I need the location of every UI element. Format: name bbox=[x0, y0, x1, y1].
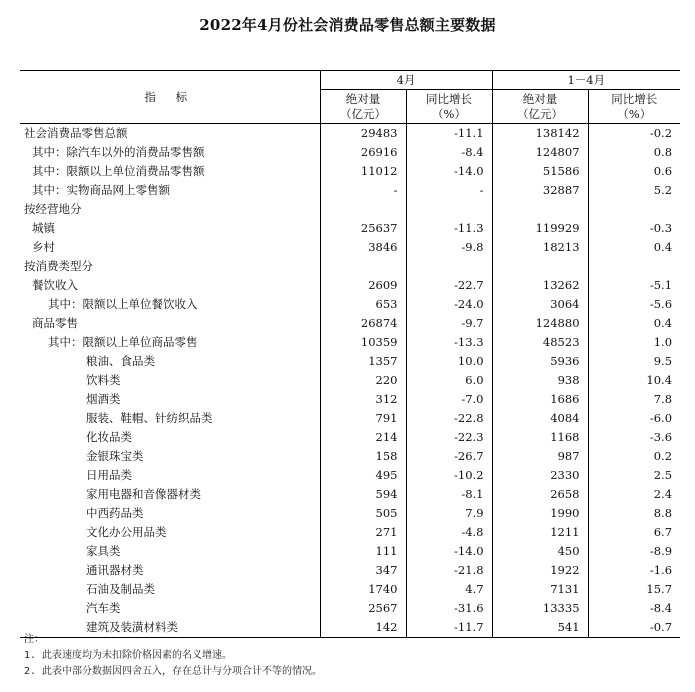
cell-ytd-amount: 7131 bbox=[492, 580, 588, 599]
table-row bbox=[20, 257, 680, 276]
cell-ytd-yoy: 0.2 bbox=[653, 449, 673, 463]
row-label: 中西药品类 bbox=[20, 504, 320, 523]
cell-ytd-amount: 18213 bbox=[492, 238, 588, 257]
cell-april-amount: 495 bbox=[320, 466, 406, 485]
cell-april-yoy: -26.7 bbox=[406, 447, 492, 466]
row-label: 城镇 bbox=[20, 219, 320, 238]
notes-heading: 注： bbox=[24, 634, 44, 645]
cell-april-yoy: -13.3 bbox=[406, 333, 492, 352]
cell-ytd-yoy: 6.7 bbox=[653, 525, 673, 539]
cell-april-amount: - bbox=[320, 181, 406, 200]
cell-ytd-yoy: -5.1 bbox=[649, 278, 673, 292]
cell-april-yoy: -11.1 bbox=[406, 124, 492, 143]
cell-ytd-amount: 1211 bbox=[492, 523, 588, 542]
row-label: 其中：限额以上单位商品零售 bbox=[20, 333, 320, 352]
table-row bbox=[20, 504, 680, 523]
cell-april-amount: 214 bbox=[320, 428, 406, 447]
note-1: 1. 此表速度均为未扣除价格因素的名义增速。 bbox=[24, 650, 233, 661]
cell-april-yoy: -10.2 bbox=[406, 466, 492, 485]
row-label: 通讯器材类 bbox=[20, 561, 320, 580]
table-row bbox=[20, 143, 680, 162]
row-label: 汽车类 bbox=[20, 599, 320, 618]
row-label: 金银珠宝类 bbox=[20, 447, 320, 466]
cell-april-yoy: 10.0 bbox=[406, 352, 492, 371]
cell-ytd-yoy bbox=[588, 257, 680, 276]
cell-ytd-amount: 51586 bbox=[492, 162, 588, 181]
cell-april-amount: 594 bbox=[320, 485, 406, 504]
cell-april-amount bbox=[320, 257, 406, 276]
cell-april-yoy: -8.1 bbox=[406, 485, 492, 504]
row-label: 服装、鞋帽、针纺织品类 bbox=[20, 409, 320, 428]
header-sub-yoy-ytd: 同比增长 （%） bbox=[588, 90, 680, 124]
row-label: 饮料类 bbox=[20, 371, 320, 390]
cell-ytd-amount: 124880 bbox=[492, 314, 588, 333]
cell-april-amount: 2609 bbox=[320, 276, 406, 295]
cell-april-amount: 111 bbox=[320, 542, 406, 561]
table-row bbox=[20, 295, 680, 314]
cell-ytd-yoy: 0.8 bbox=[653, 145, 673, 159]
cell-april-yoy: 6.0 bbox=[406, 371, 492, 390]
cell-april-yoy: -21.8 bbox=[406, 561, 492, 580]
table-row bbox=[20, 542, 680, 561]
row-label: 其中：除汽车以外的消费品零售额 bbox=[20, 143, 320, 162]
row-label: 乡村 bbox=[20, 238, 320, 257]
cell-april-yoy: -8.4 bbox=[406, 143, 492, 162]
cell-ytd-amount: 138142 bbox=[492, 124, 588, 143]
cell-april-yoy: -22.7 bbox=[406, 276, 492, 295]
cell-april-yoy: -14.0 bbox=[406, 542, 492, 561]
cell-ytd-yoy: 15.7 bbox=[646, 582, 673, 596]
table-row bbox=[20, 314, 680, 333]
cell-ytd-amount: 2658 bbox=[492, 485, 588, 504]
note-2: 2. 此表中部分数据因四舍五入，存在总计与分项合计不等的情况。 bbox=[24, 666, 323, 677]
cell-ytd-amount: 1922 bbox=[492, 561, 588, 580]
cell-april-amount bbox=[320, 200, 406, 219]
cell-ytd-amount: 13262 bbox=[492, 276, 588, 295]
table-row bbox=[20, 219, 680, 238]
cell-april-amount: 26874 bbox=[320, 314, 406, 333]
row-label: 按消费类型分 bbox=[20, 257, 320, 276]
cell-ytd-yoy: 5.2 bbox=[653, 183, 673, 197]
retail-sales-table bbox=[20, 70, 680, 638]
header-sub-abs-april: 绝对量 （亿元） bbox=[320, 90, 406, 124]
cell-ytd-amount: 119929 bbox=[492, 219, 588, 238]
cell-april-amount: 220 bbox=[320, 371, 406, 390]
table-row bbox=[20, 200, 680, 219]
cell-april-yoy: -14.0 bbox=[406, 162, 492, 181]
cell-ytd-yoy: -1.6 bbox=[649, 563, 673, 577]
cell-april-amount: 11012 bbox=[320, 162, 406, 181]
table-row bbox=[20, 124, 680, 143]
row-label: 家具类 bbox=[20, 542, 320, 561]
cell-ytd-amount: 4084 bbox=[492, 409, 588, 428]
cell-april-yoy: -7.0 bbox=[406, 390, 492, 409]
cell-ytd-yoy: -8.4 bbox=[649, 601, 673, 615]
table-row bbox=[20, 466, 680, 485]
table-notes bbox=[24, 632, 322, 680]
cell-ytd-yoy: 0.6 bbox=[653, 164, 673, 178]
cell-april-yoy: -9.8 bbox=[406, 238, 492, 257]
page-title: 2022年4月份社会消费品零售总额主要数据 bbox=[199, 16, 496, 34]
cell-ytd-amount: 32887 bbox=[492, 181, 588, 200]
cell-april-yoy: -11.3 bbox=[406, 219, 492, 238]
cell-ytd-yoy bbox=[588, 200, 680, 219]
table-row bbox=[20, 238, 680, 257]
cell-april-amount: 312 bbox=[320, 390, 406, 409]
cell-april-yoy: -31.6 bbox=[406, 599, 492, 618]
row-label: 日用品类 bbox=[20, 466, 320, 485]
cell-ytd-yoy: 2.5 bbox=[653, 468, 673, 482]
cell-april-amount: 1740 bbox=[320, 580, 406, 599]
cell-april-yoy bbox=[406, 257, 492, 276]
cell-april-yoy: 4.7 bbox=[406, 580, 492, 599]
cell-ytd-yoy: 9.5 bbox=[653, 354, 673, 368]
cell-april-yoy: 7.9 bbox=[406, 504, 492, 523]
cell-april-amount: 505 bbox=[320, 504, 406, 523]
cell-ytd-amount: 938 bbox=[492, 371, 588, 390]
cell-april-amount: 29483 bbox=[320, 124, 406, 143]
cell-ytd-amount: 13335 bbox=[492, 599, 588, 618]
cell-april-amount: 25637 bbox=[320, 219, 406, 238]
table-row bbox=[20, 409, 680, 428]
cell-ytd-amount bbox=[492, 257, 588, 276]
cell-april-yoy bbox=[406, 200, 492, 219]
row-label: 石油及制品类 bbox=[20, 580, 320, 599]
header-indicator: 指 标 bbox=[20, 71, 320, 124]
table-row bbox=[20, 333, 680, 352]
cell-ytd-amount: 5936 bbox=[492, 352, 588, 371]
cell-ytd-yoy: 1.0 bbox=[653, 335, 673, 349]
table-row bbox=[20, 485, 680, 504]
cell-ytd-yoy: -0.7 bbox=[588, 618, 680, 638]
cell-april-yoy: -22.8 bbox=[406, 409, 492, 428]
row-label: 社会消费品零售总额 bbox=[20, 124, 320, 143]
cell-april-amount: 2567 bbox=[320, 599, 406, 618]
cell-april-amount: 1357 bbox=[320, 352, 406, 371]
table-row bbox=[20, 599, 680, 618]
row-label: 商品零售 bbox=[20, 314, 320, 333]
cell-ytd-amount bbox=[492, 200, 588, 219]
table-row bbox=[20, 447, 680, 466]
cell-ytd-amount: 1990 bbox=[492, 504, 588, 523]
cell-ytd-amount: 48523 bbox=[492, 333, 588, 352]
cell-april-amount: 3846 bbox=[320, 238, 406, 257]
cell-april-amount: 142 bbox=[320, 618, 406, 638]
row-label: 建筑及装潢材料类 bbox=[20, 618, 320, 638]
cell-ytd-yoy: -8.9 bbox=[649, 544, 673, 558]
cell-ytd-amount: 3064 bbox=[492, 295, 588, 314]
row-label: 家用电器和音像器材类 bbox=[20, 485, 320, 504]
cell-april-amount: 10359 bbox=[320, 333, 406, 352]
cell-ytd-yoy: -3.6 bbox=[649, 430, 673, 444]
row-label: 餐饮收入 bbox=[20, 276, 320, 295]
cell-april-amount: 26916 bbox=[320, 143, 406, 162]
row-label: 按经营地分 bbox=[20, 200, 320, 219]
cell-april-amount: 347 bbox=[320, 561, 406, 580]
row-label: 其中：限额以上单位消费品零售额 bbox=[20, 162, 320, 181]
cell-ytd-amount: 987 bbox=[492, 447, 588, 466]
header-group-jan-apr: 1－4月 bbox=[492, 71, 680, 90]
table-row bbox=[20, 352, 680, 371]
cell-ytd-yoy: 0.4 bbox=[653, 240, 673, 254]
cell-ytd-yoy: -0.2 bbox=[649, 126, 673, 141]
table-row bbox=[20, 580, 680, 599]
cell-april-yoy: -24.0 bbox=[406, 295, 492, 314]
table-row bbox=[20, 428, 680, 447]
header-sub-yoy-april: 同比增长 （%） bbox=[406, 90, 492, 124]
cell-ytd-yoy: -6.0 bbox=[649, 411, 673, 425]
table-row bbox=[20, 390, 680, 409]
row-label: 文化办公用品类 bbox=[20, 523, 320, 542]
cell-april-yoy: -11.7 bbox=[406, 618, 492, 638]
row-label: 烟酒类 bbox=[20, 390, 320, 409]
cell-april-yoy: - bbox=[406, 181, 492, 200]
cell-april-amount: 158 bbox=[320, 447, 406, 466]
header-sub-abs-ytd: 绝对量 （亿元） bbox=[492, 90, 588, 124]
table-row bbox=[20, 276, 680, 295]
cell-ytd-yoy: 8.8 bbox=[653, 506, 673, 520]
cell-ytd-yoy: 0.4 bbox=[653, 316, 673, 330]
cell-ytd-amount: 541 bbox=[492, 618, 588, 638]
row-label: 化妆品类 bbox=[20, 428, 320, 447]
cell-april-yoy: -22.3 bbox=[406, 428, 492, 447]
row-label: 其中：限额以上单位餐饮收入 bbox=[20, 295, 320, 314]
cell-ytd-yoy: 2.4 bbox=[653, 487, 673, 501]
row-label: 其中：实物商品网上零售额 bbox=[20, 181, 320, 200]
table-body bbox=[20, 124, 680, 638]
table-row bbox=[20, 523, 680, 542]
cell-april-yoy: -4.8 bbox=[406, 523, 492, 542]
table-row bbox=[20, 162, 680, 181]
cell-ytd-yoy: -0.3 bbox=[649, 221, 673, 235]
cell-ytd-amount: 1686 bbox=[492, 390, 588, 409]
cell-ytd-amount: 1168 bbox=[492, 428, 588, 447]
cell-ytd-yoy: 7.8 bbox=[653, 392, 673, 406]
table-row bbox=[20, 181, 680, 200]
table-row bbox=[20, 371, 680, 390]
cell-april-amount: 653 bbox=[320, 295, 406, 314]
table-row bbox=[20, 561, 680, 580]
cell-ytd-yoy: -5.6 bbox=[649, 297, 673, 311]
header-group-april: 4月 bbox=[320, 71, 492, 90]
cell-april-amount: 791 bbox=[320, 409, 406, 428]
cell-ytd-amount: 2330 bbox=[492, 466, 588, 485]
cell-april-amount: 271 bbox=[320, 523, 406, 542]
cell-ytd-amount: 450 bbox=[492, 542, 588, 561]
cell-april-yoy: -9.7 bbox=[406, 314, 492, 333]
cell-ytd-amount: 124807 bbox=[492, 143, 588, 162]
cell-ytd-yoy: 10.4 bbox=[646, 373, 673, 387]
row-label: 粮油、食品类 bbox=[20, 352, 320, 371]
